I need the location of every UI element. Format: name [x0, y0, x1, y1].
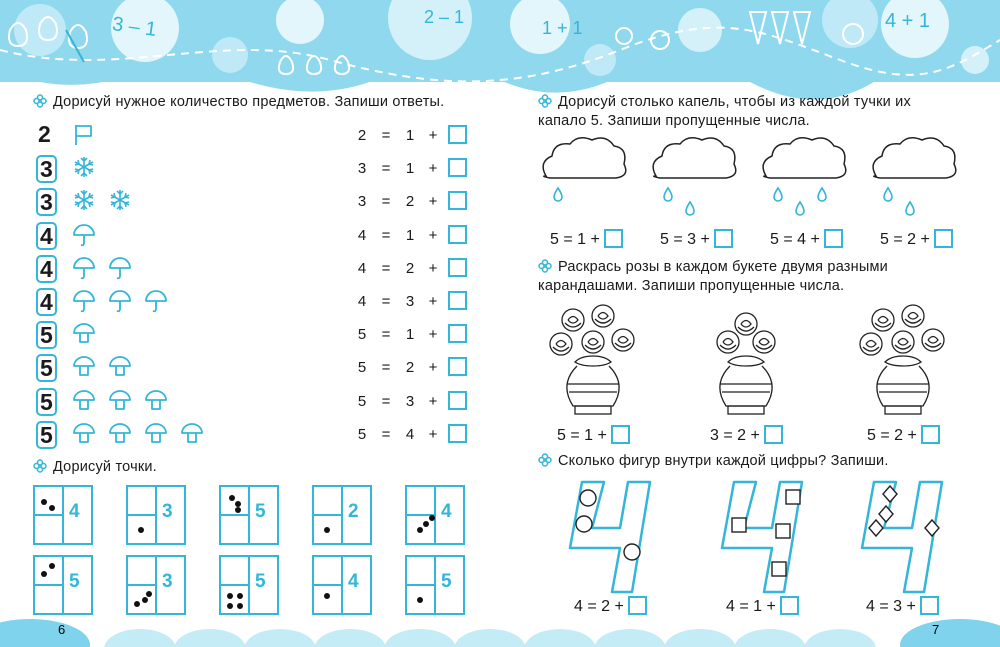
equation-token: 3 [405, 293, 415, 310]
domino-divider [128, 584, 155, 586]
digit-equation [866, 596, 939, 616]
domino-card [219, 555, 279, 615]
row-equation [350, 225, 467, 244]
answer-box[interactable] [921, 425, 940, 444]
row-equation [350, 391, 467, 410]
digit-equation [726, 596, 799, 616]
domino-card [33, 485, 93, 545]
equation-token: + [428, 160, 438, 178]
domino-divider [248, 557, 250, 613]
footer-band [0, 615, 1000, 647]
domino-divider [314, 584, 341, 586]
answer-box[interactable] [448, 225, 467, 244]
domino-card [126, 555, 186, 615]
domino-number: 5 [441, 571, 452, 592]
flower-bullet-icon [33, 459, 47, 473]
domino-divider [155, 487, 157, 543]
vase-equation [710, 425, 783, 445]
answer-box[interactable] [448, 191, 467, 210]
answer-box[interactable] [448, 324, 467, 343]
digit-four-icon [568, 480, 660, 592]
snowflake-icon [109, 189, 131, 213]
domino-dot [229, 495, 235, 501]
domino-divider [341, 487, 343, 543]
equation-token: + [428, 326, 438, 344]
row-number: 2 [38, 121, 51, 147]
cloud-icon [538, 138, 630, 216]
umbrella-icon [73, 289, 95, 313]
domino-number: 4 [441, 501, 452, 522]
row-equation [350, 258, 467, 277]
domino-divider [434, 557, 436, 613]
domino-number: 5 [255, 571, 266, 592]
domino-dot [417, 597, 423, 603]
equation-token: 1 [405, 326, 415, 344]
equation-token: + [428, 359, 438, 377]
page-number-right: 7 [932, 622, 940, 637]
cloud-equation [770, 229, 843, 249]
equation-token: + [428, 193, 438, 211]
domino-card [405, 485, 465, 545]
answer-box[interactable] [780, 596, 799, 615]
domino-dot [237, 593, 243, 599]
equation-token: = [381, 160, 391, 178]
domino-number: 5 [255, 501, 266, 522]
mushroom-icon [109, 389, 131, 413]
domino-dot [41, 499, 47, 505]
domino-card [33, 555, 93, 615]
mushroom-icon [73, 389, 95, 413]
domino-card [312, 485, 372, 545]
equation-token: + [428, 425, 438, 443]
equation-token: = [381, 293, 391, 310]
page-number-left: 6 [58, 622, 66, 637]
equation-token: + [428, 259, 438, 277]
equation-token: 4 [357, 226, 367, 244]
equation-token: = [381, 359, 391, 377]
flower-bullet-icon [538, 259, 552, 273]
vase-equation [867, 425, 940, 445]
task-instruction-draw-dots: Дорисуй точки. [33, 458, 157, 477]
row-equation [350, 125, 467, 144]
cloud-equation [880, 229, 953, 249]
equation-token: + [428, 226, 438, 244]
domino-divider [341, 557, 343, 613]
mushroom-icon [109, 355, 131, 379]
header-band [0, 0, 1000, 95]
answer-box[interactable] [448, 258, 467, 277]
domino-dot [134, 601, 140, 607]
equation-token: 3 [405, 392, 415, 410]
mushroom-icon [73, 322, 95, 346]
equation-token: = [381, 226, 391, 244]
domino-number: 4 [69, 501, 80, 522]
rose-vase-icon [545, 302, 641, 420]
domino-divider [128, 514, 155, 516]
row-number: 5 [36, 321, 57, 349]
cloud-equation [550, 229, 623, 249]
equation-token: 2 [405, 259, 415, 277]
umbrella-icon [73, 223, 95, 247]
mushroom-icon [181, 422, 203, 446]
equation-text: 5 = 1 + [550, 231, 600, 248]
snowflake-icon [73, 189, 95, 213]
flower-bullet-icon [33, 94, 47, 108]
flag-icon [73, 123, 95, 147]
row-number: 4 [36, 288, 57, 316]
digit-equation [574, 596, 647, 616]
snowflake-icon [73, 156, 95, 180]
equation-token: + [428, 127, 438, 144]
equation-token: 1 [405, 226, 415, 244]
domino-divider [221, 584, 248, 586]
equation-text: 3 = 2 + [710, 427, 760, 444]
mushroom-icon [73, 355, 95, 379]
equation-text: 5 = 2 + [867, 427, 917, 444]
answer-box[interactable] [604, 229, 623, 248]
answer-box[interactable] [448, 125, 467, 144]
header-label-4: 4 + 1 [885, 10, 931, 32]
equation-token: 5 [357, 425, 367, 443]
row-number: 4 [36, 222, 57, 250]
domino-divider [314, 514, 341, 516]
equation-token: 4 [357, 259, 367, 277]
domino-divider [62, 557, 64, 613]
row-number: 3 [36, 188, 57, 216]
domino-number: 5 [69, 571, 80, 592]
task-instruction-drops: Дорисуй столько капель, чтобы из каждой тучки их капало 5. Запиши пропущенные числа. [538, 94, 911, 129]
mushroom-icon [109, 422, 131, 446]
domino-dot [324, 527, 330, 533]
task-instruction-roses: Раскрась розы в каждом букете двумя разными карандашами. Запиши пропущенные числа. [538, 259, 888, 294]
domino-dot [41, 571, 47, 577]
equation-token: 5 [357, 359, 367, 377]
row-equation [350, 191, 467, 210]
rose-vase-icon [698, 302, 794, 420]
answer-box[interactable] [448, 391, 467, 410]
equation-token: 2 [405, 359, 415, 377]
domino-dot [235, 507, 241, 513]
domino-divider [35, 584, 62, 586]
equation-token: 5 [357, 392, 367, 410]
row-number: 4 [36, 255, 57, 283]
equation-token: 4 [357, 293, 367, 310]
equation-token: 3 [357, 160, 367, 178]
cloud-icon [648, 138, 740, 216]
umbrella-icon [109, 289, 131, 313]
domino-dot [227, 603, 233, 609]
digit-four-icon [720, 480, 812, 592]
flower-bullet-icon [538, 453, 552, 467]
header-label-2: 2 – 1 [424, 7, 465, 27]
equation-text: 5 = 1 + [557, 427, 607, 444]
digit-four-icon [860, 480, 952, 592]
header-label-1: 3 – 1 [110, 13, 158, 41]
domino-card [312, 555, 372, 615]
domino-dot [49, 563, 55, 569]
row-number: 3 [36, 155, 57, 183]
equation-token: = [381, 193, 391, 211]
domino-card [219, 485, 279, 545]
task-instruction-draw-items: Дорисуй нужное количество предметов. Запиши ответы. [33, 93, 473, 112]
domino-divider [62, 487, 64, 543]
equation-token: + [428, 293, 438, 310]
equation-token: 2 [405, 193, 415, 211]
answer-box[interactable] [448, 291, 467, 310]
domino-divider [407, 584, 434, 586]
umbrella-icon [73, 256, 95, 280]
domino-number: 4 [348, 571, 359, 592]
domino-dot [146, 591, 152, 597]
row-equation [350, 158, 467, 177]
domino-dot [417, 527, 423, 533]
answer-box[interactable] [448, 424, 467, 443]
mushroom-icon [145, 422, 167, 446]
equation-token: + [428, 392, 438, 410]
equation-text: 5 = 4 + [770, 231, 820, 248]
task-instruction-shapes: Сколько фигур внутри каждой цифры? Запиши. [538, 452, 889, 471]
equation-token: 3 [357, 193, 367, 211]
equation-token: 4 [405, 425, 415, 443]
equation-token: = [381, 127, 391, 144]
answer-box[interactable] [611, 425, 630, 444]
row-number: 5 [36, 354, 57, 382]
header-label-3: 1 + 1 [542, 18, 583, 38]
answer-box[interactable] [448, 158, 467, 177]
equation-token: = [381, 425, 391, 443]
row-equation [350, 424, 467, 443]
row-equation [350, 357, 467, 376]
cloud-equation [660, 229, 733, 249]
row-number: 5 [36, 421, 57, 449]
cloud-icon [868, 138, 960, 216]
answer-box[interactable] [714, 229, 733, 248]
rose-vase-icon [855, 302, 951, 420]
equation-text: 5 = 3 + [660, 231, 710, 248]
row-equation [350, 291, 467, 310]
answer-box[interactable] [934, 229, 953, 248]
row-number: 5 [36, 388, 57, 416]
equation-text: 4 = 1 + [726, 598, 776, 615]
domino-dot [49, 505, 55, 511]
domino-dot [423, 521, 429, 527]
domino-dot [324, 593, 330, 599]
equation-token: = [381, 326, 391, 344]
domino-divider [221, 514, 248, 516]
equation-token: 2 [357, 127, 367, 144]
mushroom-icon [145, 389, 167, 413]
answer-box[interactable] [824, 229, 843, 248]
domino-dot [227, 593, 233, 599]
domino-number: 3 [162, 501, 173, 522]
answer-box[interactable] [920, 596, 939, 615]
domino-dot [138, 527, 144, 533]
equation-token: 5 [357, 326, 367, 344]
domino-number: 2 [348, 501, 359, 522]
cloud-icon [758, 138, 850, 216]
mushroom-icon [73, 422, 95, 446]
vase-equation [557, 425, 630, 445]
domino-card [126, 485, 186, 545]
equation-token: 1 [405, 127, 415, 144]
equation-text: 5 = 2 + [880, 231, 930, 248]
equation-token: 1 [405, 160, 415, 178]
domino-number: 3 [162, 571, 173, 592]
equation-text: 4 = 2 + [574, 598, 624, 615]
umbrella-icon [109, 256, 131, 280]
row-equation [350, 324, 467, 343]
domino-dot [429, 515, 435, 521]
equation-token: = [381, 259, 391, 277]
domino-divider [434, 487, 436, 543]
flower-bullet-icon [538, 94, 552, 108]
equation-token: = [381, 392, 391, 410]
domino-divider [155, 557, 157, 613]
domino-dot [142, 597, 148, 603]
domino-divider [248, 487, 250, 543]
answer-box[interactable] [764, 425, 783, 444]
domino-divider [35, 514, 62, 516]
domino-card [405, 555, 465, 615]
domino-dot [237, 603, 243, 609]
umbrella-icon [145, 289, 167, 313]
answer-box[interactable] [628, 596, 647, 615]
answer-box[interactable] [448, 357, 467, 376]
equation-text: 4 = 3 + [866, 598, 916, 615]
